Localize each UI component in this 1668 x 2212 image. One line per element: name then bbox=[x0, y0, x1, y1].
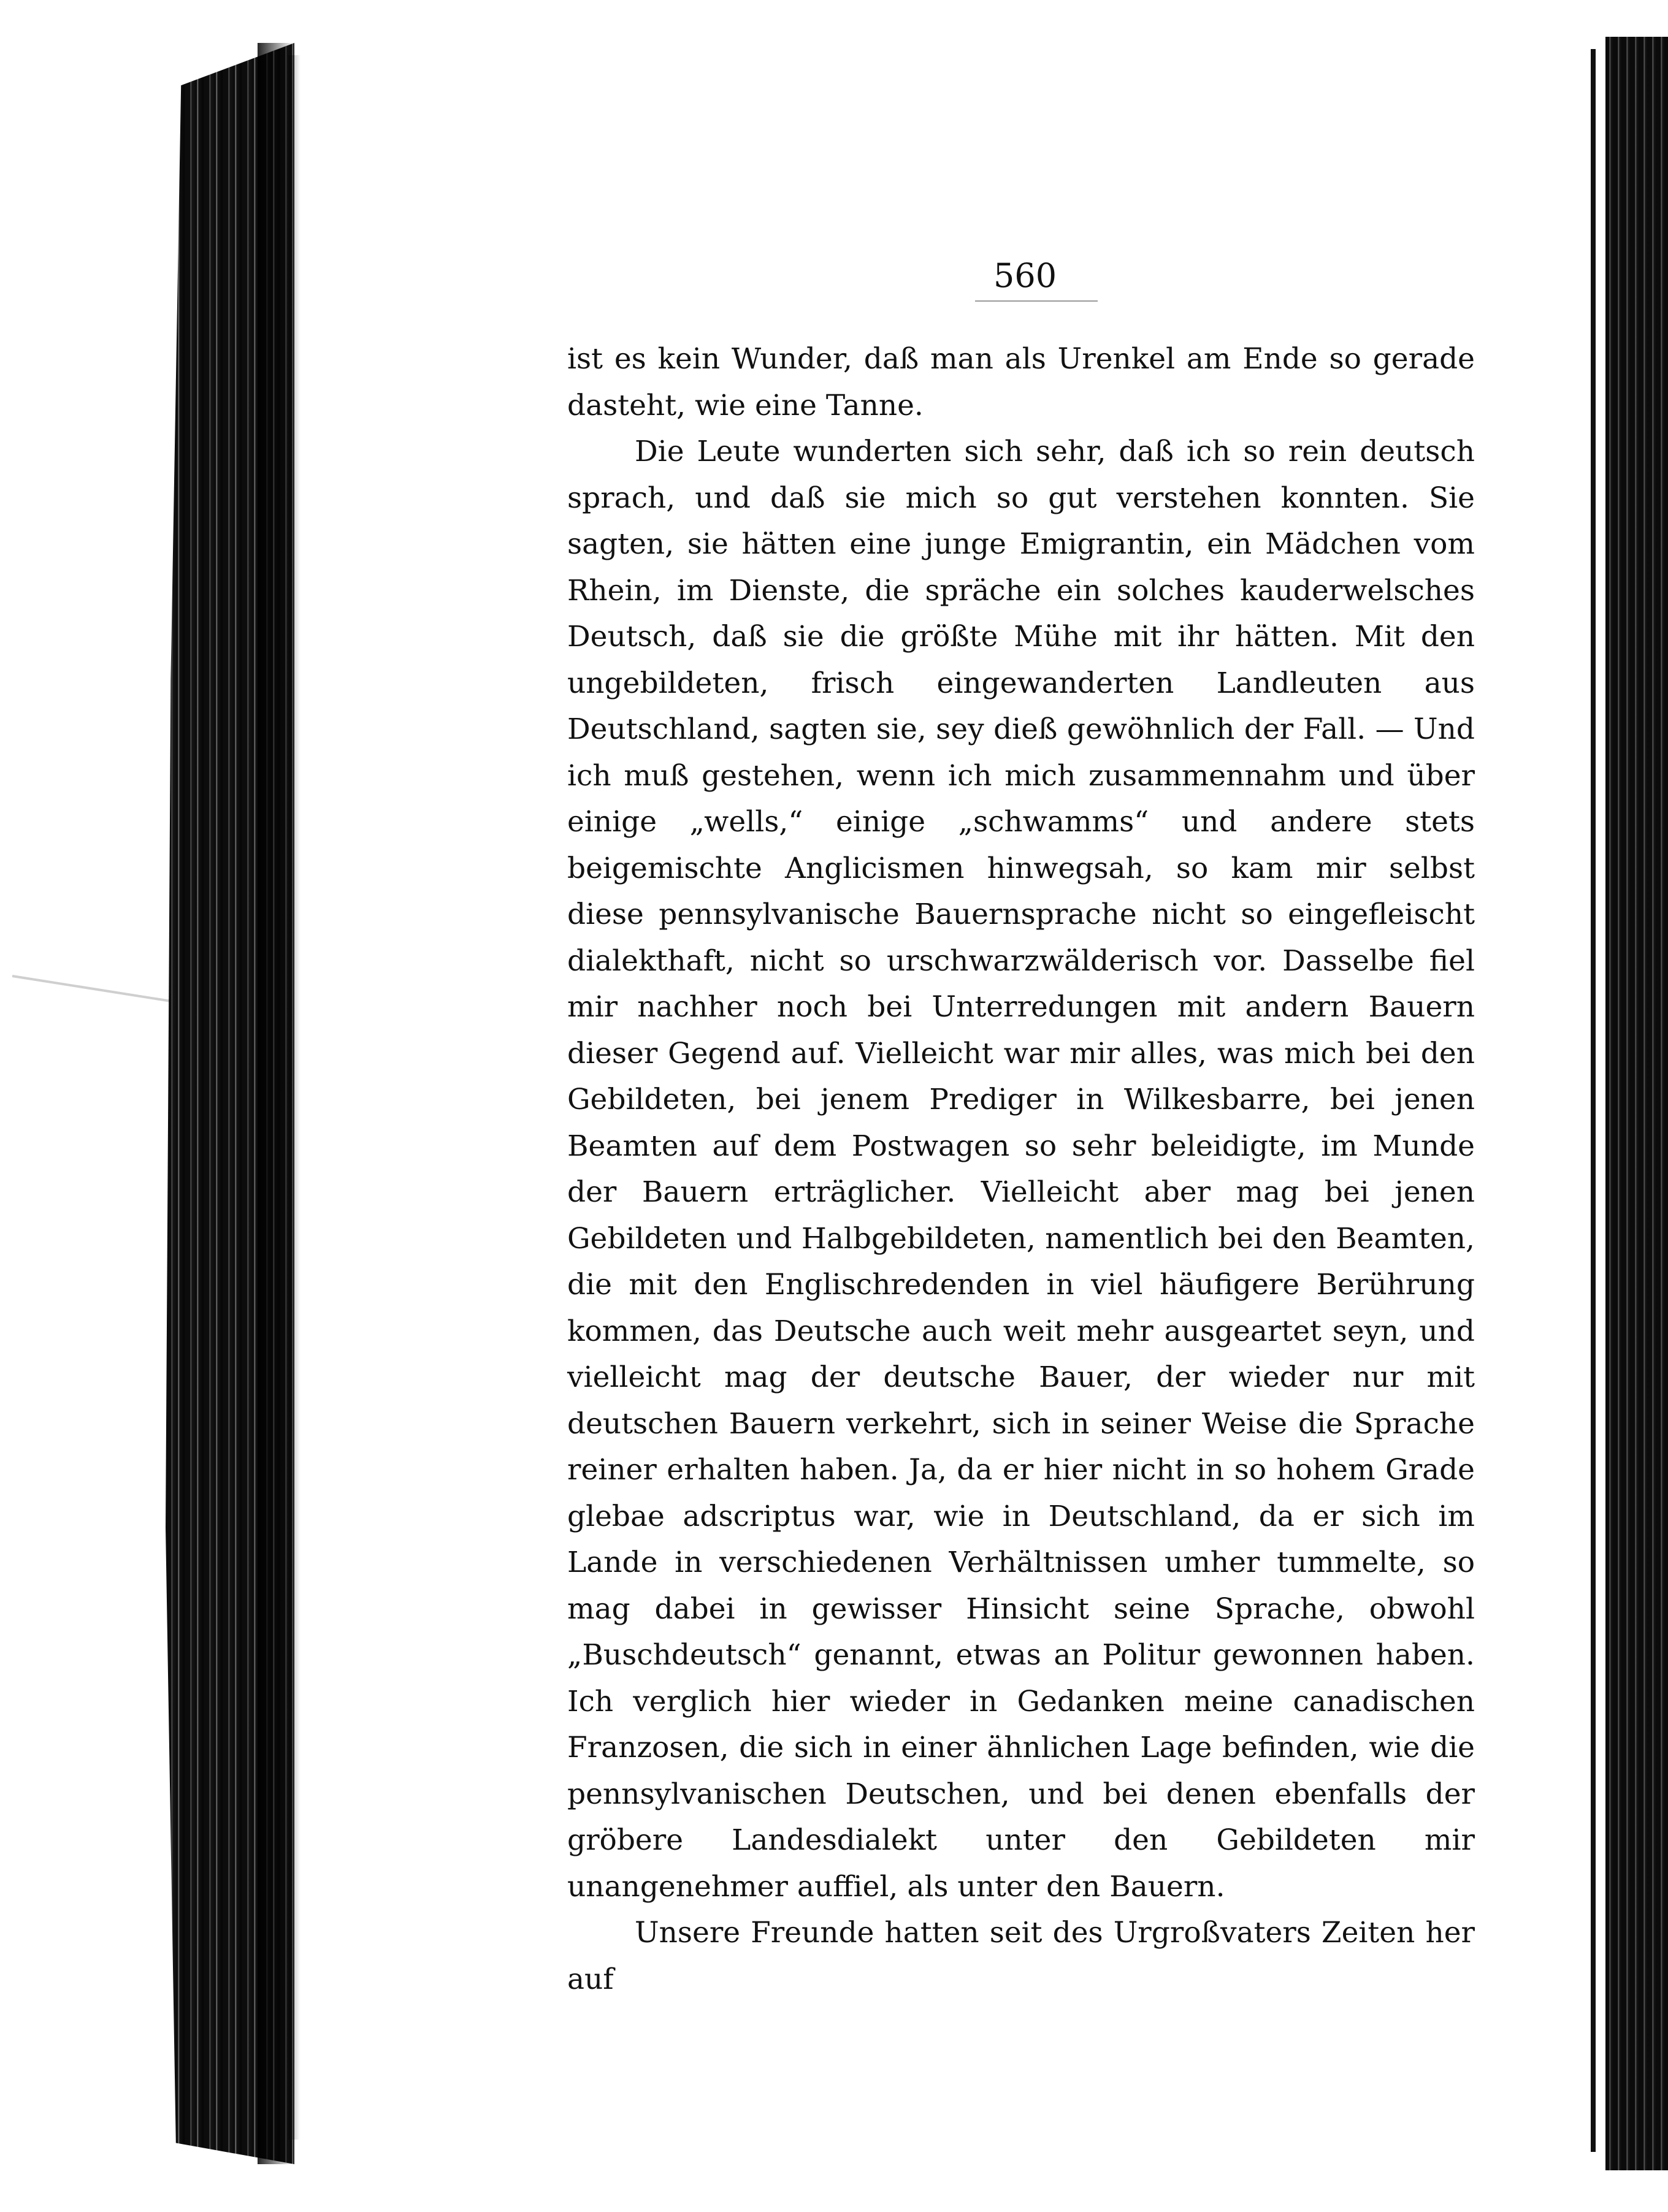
page-number: 560 bbox=[993, 256, 1057, 295]
body-text bbox=[567, 336, 1475, 2002]
paragraph-main: Die Leute wunderten sich sehr, daß ich so rein deutsch sprach, und daß sie mich so gut verstehen konnten. Sie sagten, sie hätten eine junge Emigrantin, ein Mädchen vom Rhein, im Dienste, die spräche ein solches kauderwelsches Deutsch, daß sie die größte Mühe mit ihr hätten. Mit den ungebildeten, frisch eingewanderten Landleuten aus Deutschland, sagten sie, sey dieß gewöhnlich der Fall. — Und ich muß gestehen, wenn ich mich zusammennahm und über einige „wells,“ einige „schwamms“ und andere stets beigemischte Anglicismen hinwegsah, so kam mir selbst diese pennsylvanische Bauernsprache nicht so eingefleischt dialekthaft, nicht so urschwarzwälderisch vor. Dasselbe fiel mir nachher noch bei Unterredungen mit andern Bauern dieser Gegend auf. Vielleicht war mir alles, was mich bei den Gebildeten, bei jenem Prediger in Wilkesbarre, bei jenen Beamten auf dem Postwagen so sehr beleidigte, im Munde der Bauern erträglicher. Vielleicht aber mag bei jenen Gebildeten und Halbgebildeten, namentlich bei den Beamten, die mit den Englischredenden in viel häufigere Berührung kommen, das Deutsche auch weit mehr ausgeartet seyn, und vielleicht mag der deutsche Bauer, der wieder nur mit deutschen Bauern verkehrt, sich in seiner Weise die Sprache reiner erhalten haben. Ja, da er hier nicht in so hohem Grade glebae adscriptus war, wie in Deutschland, da er sich im Lande in verschiedenen Verhältnissen umher tummelte, so mag dabei in gewisser Hinsicht seine Sprache, obwohl „Buschdeutsch“ genannt, etwas an Politur gewonnen haben. Ich verglich hier wieder in Gedanken meine canadischen Franzosen, die sich in einer ähnlichen Lage befinden, wie die pennsylvanischen Deutschen, und bei denen ebenfalls der gröbere Landesdialekt unter den Gebildeten mir unangenehmer auffiel, als unter den Bauern. bbox=[567, 435, 1475, 1904]
next-page-edge bbox=[1605, 37, 1668, 2170]
paragraph-last: Unsere Freunde hatten seit des Urgroßvaters Zeiten her auf bbox=[567, 1916, 1475, 1996]
paragraph-continuation: ist es kein Wunder, daß man als Urenkel am Ende so gerade dasteht, wie eine Tanne. bbox=[567, 342, 1475, 422]
scan-scratch-mark bbox=[12, 975, 188, 1005]
page-inner-shadow bbox=[288, 55, 300, 2140]
gutter-line bbox=[1591, 49, 1596, 2152]
header-rule bbox=[975, 300, 1098, 302]
